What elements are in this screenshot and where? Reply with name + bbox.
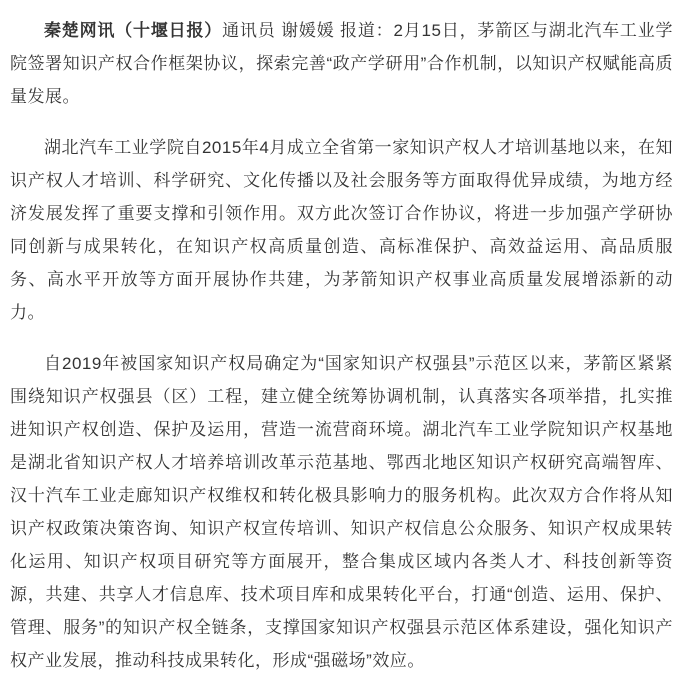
- lead-paragraph: [10, 14, 673, 113]
- body-paragraph-3: 自2019年被国家知识产权局确定为“国家知识产权强县”示范区以来，茅箭区紧紧围绕知识产权强县（区）工程，建立健全统筹协调机制，认真落实各项举措，扎实推进知识产权创造、保护及运用，营造一流营商环境。湖北汽车工业学院知识产权基地是湖北省知识产权人才培养培训改革示范基地、鄂西北地区知识产权研究高端智库、汉十汽车工业走廊知识产权维权和转化极具影响力的服务机构。此次双方合作将从知识产权政策决策咨询、知识产权宣传培训、知识产权信息公众服务、知识产权成果转化运用、知识产权项目研究等方面展开，整合集成区域内各类人才、科技创新等资源，共建、共享人才信息库、技术项目库和成果转化平台，打通“创造、运用、保护、管理、服务”的知识产权全链条，支撑国家知识产权强县示范区体系建设，强化知识产权产业发展，推动科技成果转化，形成“强磁场”效应。: [10, 354, 673, 670]
- lead-paragraph-text: 通讯员 谢媛媛 报道：2月15日，茅箭区与湖北汽车工业学院签署知识产权合作框架协议，探索完善“政产学研用”合作机制，以知识产权赋能高质量发展。: [10, 21, 673, 106]
- news-source-byline: 秦楚网讯（十堰日报）: [44, 21, 223, 40]
- body-paragraph-2: 湖北汽车工业学院自2015年4月成立全省第一家知识产权人才培训基地以来，在知识产权人才培训、科学研究、文化传播以及社会服务等方面取得优异成绩，为地方经济发展发挥了重要支撑和引领作用。双方此次签订合作协议，将进一步加强产学研协同创新与成果转化，在知识产权高质量创造、高标准保护、高效益运用、高品质服务、高水平开放等方面开展协作共建，为茅箭知识产权事业高质量发展增添新的动力。: [10, 138, 673, 322]
